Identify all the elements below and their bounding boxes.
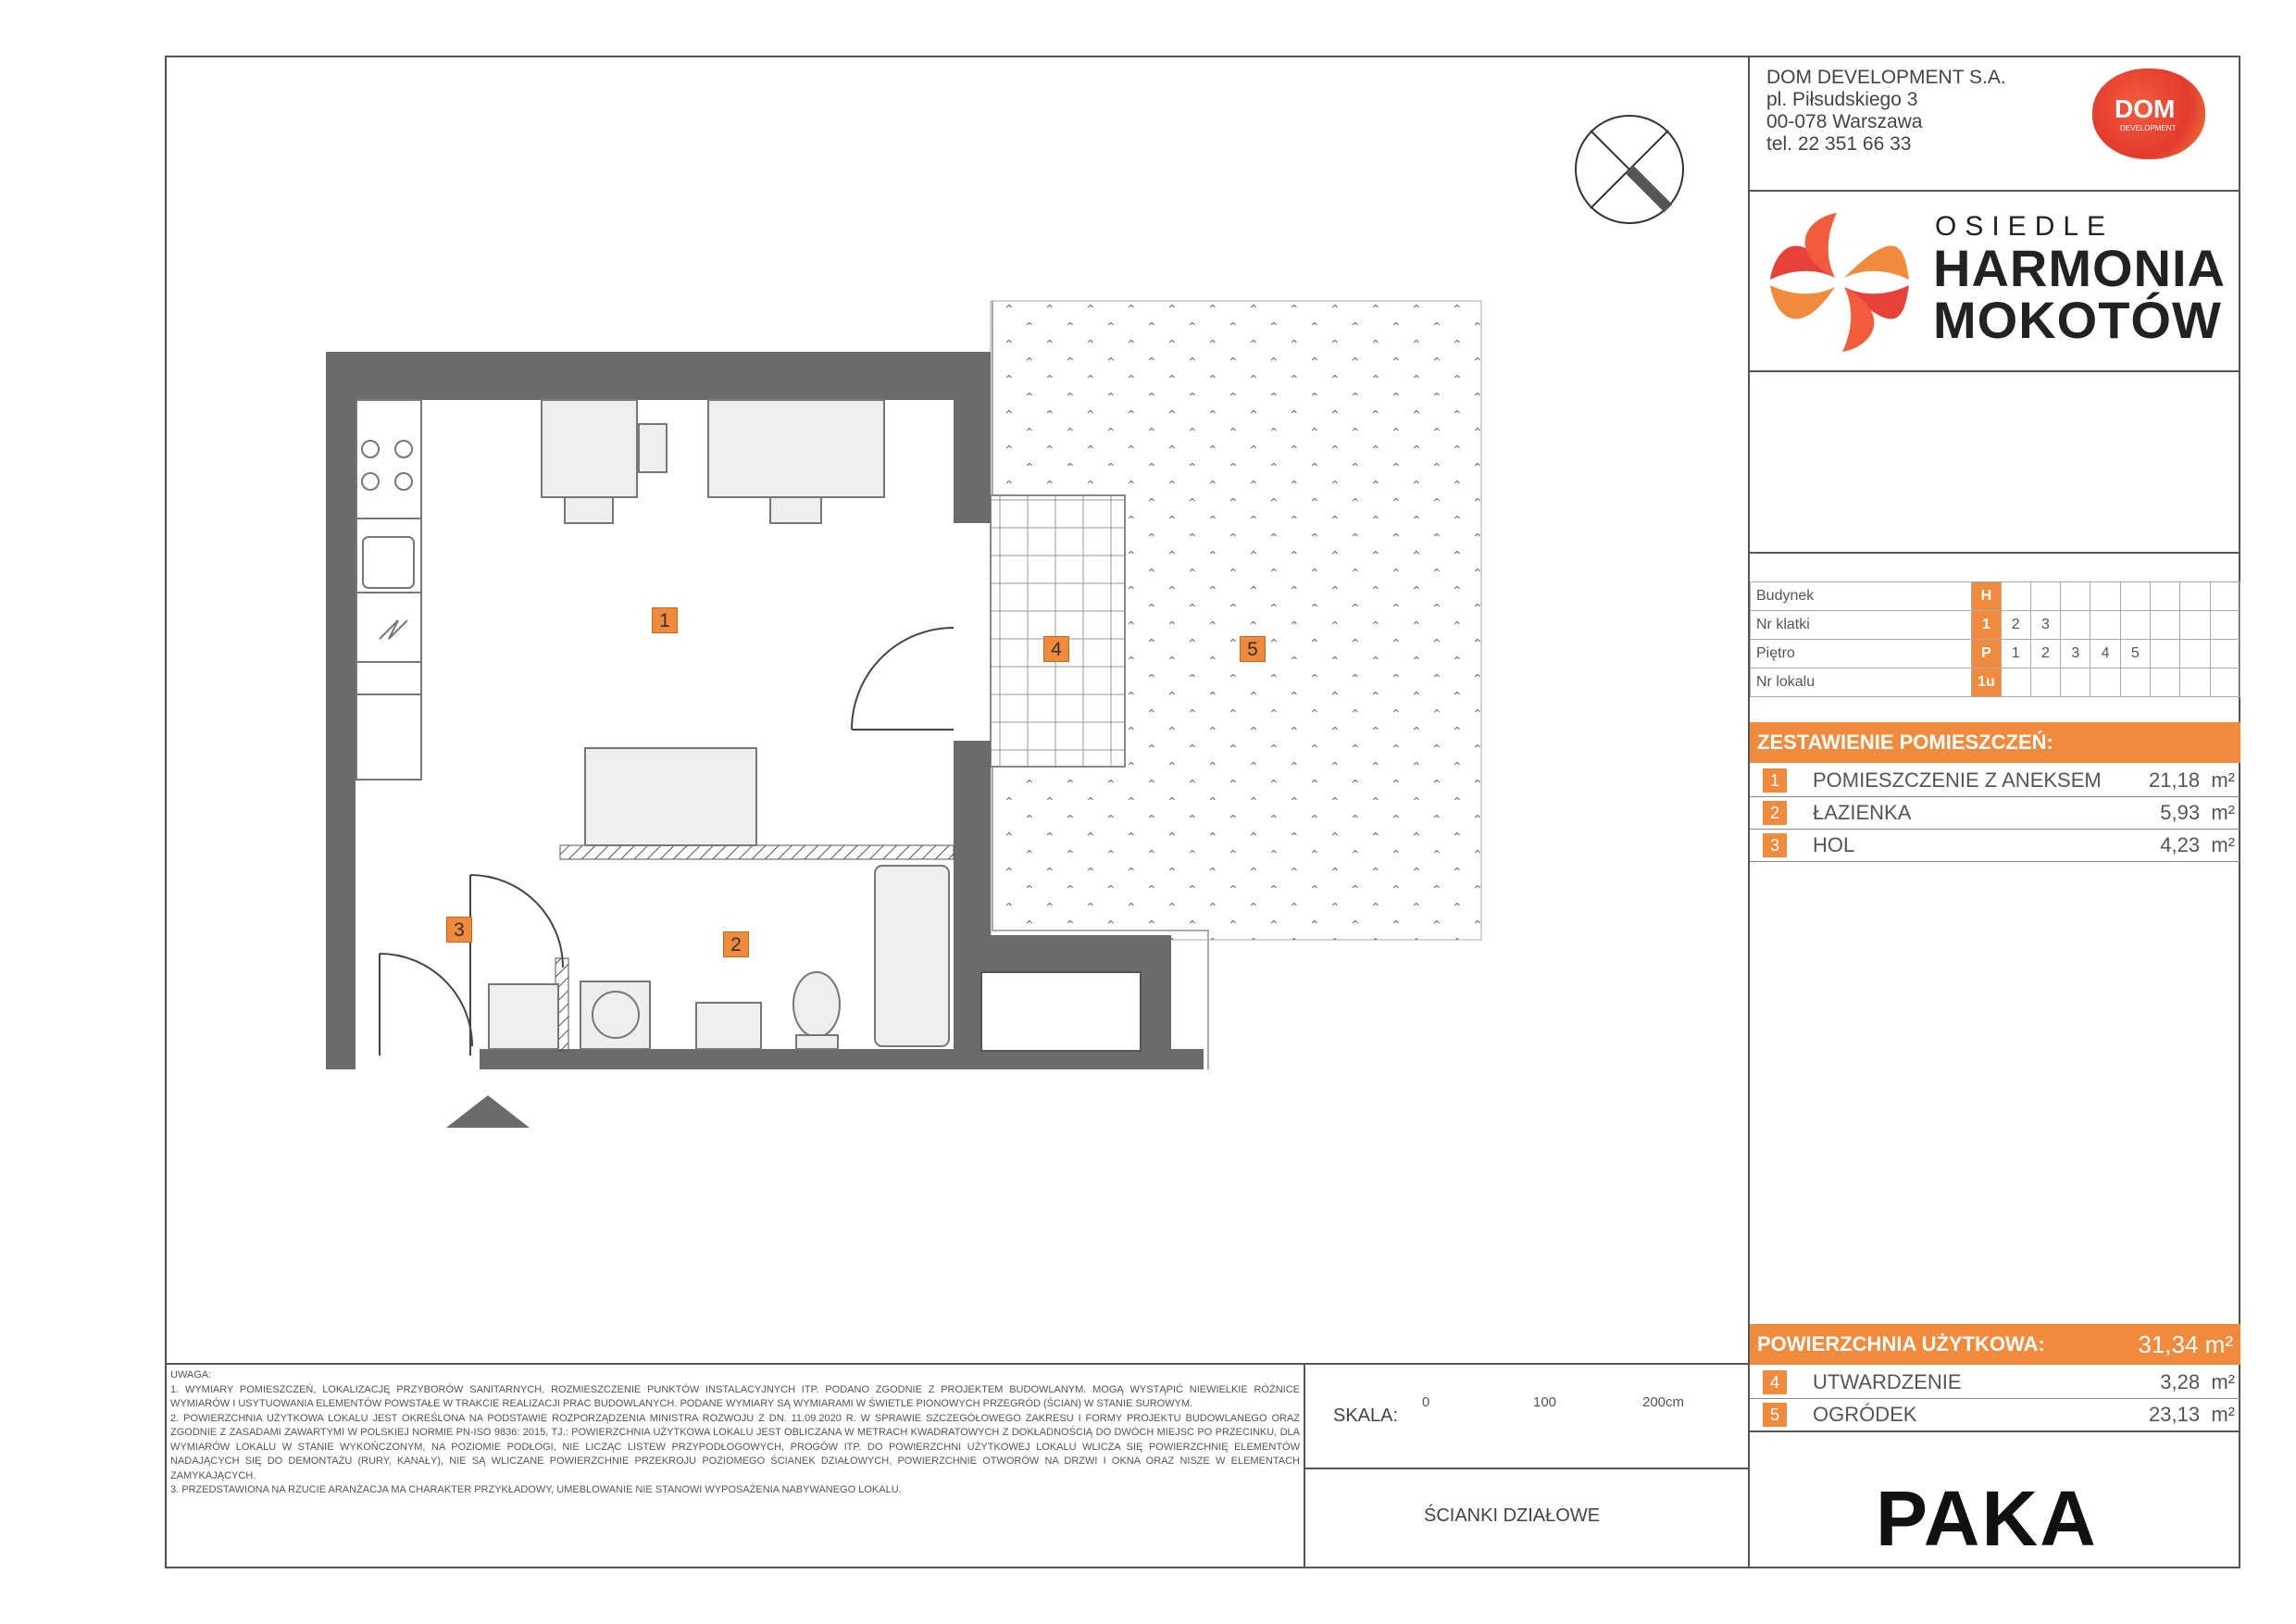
rooms-header: ZESTAWIENIE POMIESZCZEŃ:	[1750, 722, 2240, 763]
divider	[1304, 1363, 1305, 1568]
north-arrow-icon	[1576, 116, 1683, 223]
info-cell	[2001, 582, 2030, 611]
divider	[1748, 190, 2240, 192]
info-selected: 1	[1972, 611, 2001, 640]
info-row	[1751, 582, 2240, 611]
info-cell	[2090, 582, 2120, 611]
info-cell	[2151, 668, 2180, 697]
info-label: Nr klatki	[1751, 611, 1972, 640]
company-phone: tel. 22 351 66 33	[1766, 133, 1912, 155]
info-row	[1751, 640, 2240, 668]
info-cell	[2120, 668, 2150, 697]
estate-title: HARMONIA MOKOTÓW	[1933, 239, 2226, 349]
legend-label: ŚCIANKI DZIAŁOWE	[1424, 1505, 1601, 1526]
info-cell: 2	[2001, 611, 2030, 640]
info-cell	[2180, 611, 2210, 640]
scale-label: SKALA:	[1333, 1405, 1399, 1426]
info-cell	[2120, 582, 2150, 611]
info-cell	[2180, 668, 2210, 697]
info-cell	[2180, 582, 2210, 611]
info-cell	[2151, 611, 2180, 640]
info-selected: 1u	[1972, 668, 2001, 697]
extra-row-4: 4 UTWARDZENIE 3,28 m²	[1750, 1367, 2240, 1399]
scale-tick: 0	[1422, 1394, 1430, 1410]
divider	[1304, 1468, 1750, 1469]
divider	[165, 1363, 1750, 1365]
company-address	[1766, 67, 2006, 156]
info-selected: P	[1972, 640, 2001, 668]
unit-info-table	[1750, 581, 2240, 697]
info-cell: 1	[2001, 640, 2030, 668]
harmonia-logo-icon	[1770, 213, 1909, 352]
info-cell	[2061, 611, 2090, 640]
info-cell	[2120, 611, 2150, 640]
paka-logo: PAKA	[1876, 1475, 2098, 1562]
info-cell	[2151, 582, 2180, 611]
furniture	[489, 400, 949, 1049]
info-cell	[2210, 611, 2240, 640]
info-label: Nr lokalu	[1751, 668, 1972, 697]
info-cell: 3	[2061, 640, 2090, 668]
usable-area-bar: POWIERZCHNIA UŻYTKOWA: 31,34 m²	[1750, 1324, 2240, 1365]
kitchen-counter	[356, 400, 421, 780]
info-cell	[2030, 668, 2060, 697]
info-cell: 3	[2030, 611, 2060, 640]
info-row	[1751, 668, 2240, 697]
divider	[1748, 552, 2240, 554]
info-cell	[2210, 582, 2240, 611]
info-row	[1751, 611, 2240, 640]
company-name: DOM DEVELOPMENT S.A.	[1766, 67, 2006, 88]
dom-logo: DOM DEVELOPMENT	[2092, 69, 2205, 159]
room-marker-5: 5	[1240, 636, 1266, 662]
scale-tick: 100	[1533, 1394, 1557, 1410]
room-marker-4: 4	[1043, 636, 1069, 662]
info-cell: 2	[2030, 640, 2060, 668]
partition-wall	[560, 845, 954, 859]
divider	[1748, 1430, 2240, 1432]
entrance-arrow-icon	[446, 1095, 530, 1128]
info-cell	[2210, 640, 2240, 668]
extra-row-5: 5 OGRÓDEK 23,13 m²	[1750, 1399, 2240, 1430]
room-marker-3: 3	[446, 917, 472, 943]
terrace-paving	[991, 495, 1125, 767]
info-cell	[2151, 640, 2180, 668]
info-selected: H	[1972, 582, 2001, 611]
info-cell	[2210, 668, 2240, 697]
info-cell: 4	[2090, 640, 2120, 668]
room-row-3: 3 HOL 4,23 m²	[1750, 830, 2240, 862]
info-label: Piętro	[1751, 640, 1972, 668]
divider	[1748, 370, 2240, 372]
info-cell	[2030, 582, 2060, 611]
info-cell	[2001, 668, 2030, 697]
room-marker-1: 1	[652, 607, 678, 633]
info-cell	[2061, 582, 2090, 611]
estate-prefix: OSIEDLE	[1935, 211, 2115, 242]
info-cell	[2090, 668, 2120, 697]
info-cell	[2090, 611, 2120, 640]
room-marker-2: 2	[723, 931, 749, 957]
scale-tick: 200cm	[1642, 1394, 1685, 1410]
room-row-2: 2 ŁAZIENKA 5,93 m²	[1750, 797, 2240, 830]
company-city: 00-078 Warszawa	[1766, 111, 1923, 132]
room-row-1: 1 POMIESZCZENIE Z ANEKSEM 21,18 m²	[1750, 765, 2240, 797]
info-cell	[2061, 668, 2090, 697]
info-cell	[2180, 640, 2210, 668]
info-label: Budynek	[1751, 582, 1972, 611]
info-cell: 5	[2120, 640, 2150, 668]
notes: UWAGA: 1. WYMIARY POMIESZCZEŃ, LOKALIZACJĘ PRZYBORÓW SANITARNYCH, ROZMIESZCZENIE PUNKTÓW INSTALACYJNYCH ITP. PODANO ZGODNIE Z PROJEKTEM BUDOWLANYM. MOGĄ WYSTĄPIĆ NIEWIELKIE RÓŻNICE WYMIARÓW I USYTUOWANIA ELEMENTÓW POWSTAŁE W TRAKCIE REALIZACJI PRAC BUDOWLANYCH. PODANE WYMIARY SĄ WYMIARAMI W ŚWIETLE PIONOWYCH PRZEGRÓD (ŚCIAN) W STANIE SUROWYM. 2. POWIERZCHNIA UŻYTKOWA LOKALU JEST OKREŚLONA NA PODSTAWIE ROZPORZĄDZENIA MINISTRA ROZWOJU Z DN. 11.09.2020 R. W SPRAWIE SZCZEGÓŁOWEGO ZAKRESU I FORMY PROJEKTU BUDOWLANEGO ORAZ ZGODNIE Z ZASADAMI ZAWARTYMI W POLSKIEJ NORMIE PN-ISO 9836: 2015, TJ.: POWIERZCHNIA UŻYTKOWA LOKALU JEST OBLICZANA W METRACH KWADRATOWYCH Z DOKŁADNOŚCIĄ DO DWÓCH MIEJSC PO PRZECINKU, DLA WYMIARÓW LOKALU W STANIE WYKOŃCZONYM, NA POZIOMIE PODŁOGI, NIE LICZĄC LISTEW PRZYPODŁOGOWYCH, PROGÓW ITP. DO POWIERZCHNI UŻYTKOWEJ LOKALU WLICZA SIĘ POWIERZCHNIĘ ELEMENTÓW NADAJĄCYCH SIĘ DO DEMONTAŻU (RURY, KANAŁY), NIE SĄ WLICZANE POWIERZCHNIE PRZEKROJU POZIOMEGO ŚCIANEK DZIAŁOWYCH, POWIERZCHNIE OTWORÓW NA DRZWI I OKNA ORAZ NISZE W ELEMENTACH ZAMYKAJĄCYCH. 3. PRZEDSTAWIONA NA RZUCIE ARANŻACJA MA CHARAKTER PRZYKŁADOWY, UMEBLOWANIE NIE STANOWI WYPOSAŻENIA NABYWANEGO LOKALU.	[170, 1369, 1300, 1495]
company-street: pl. Piłsudskiego 3	[1766, 89, 1918, 110]
